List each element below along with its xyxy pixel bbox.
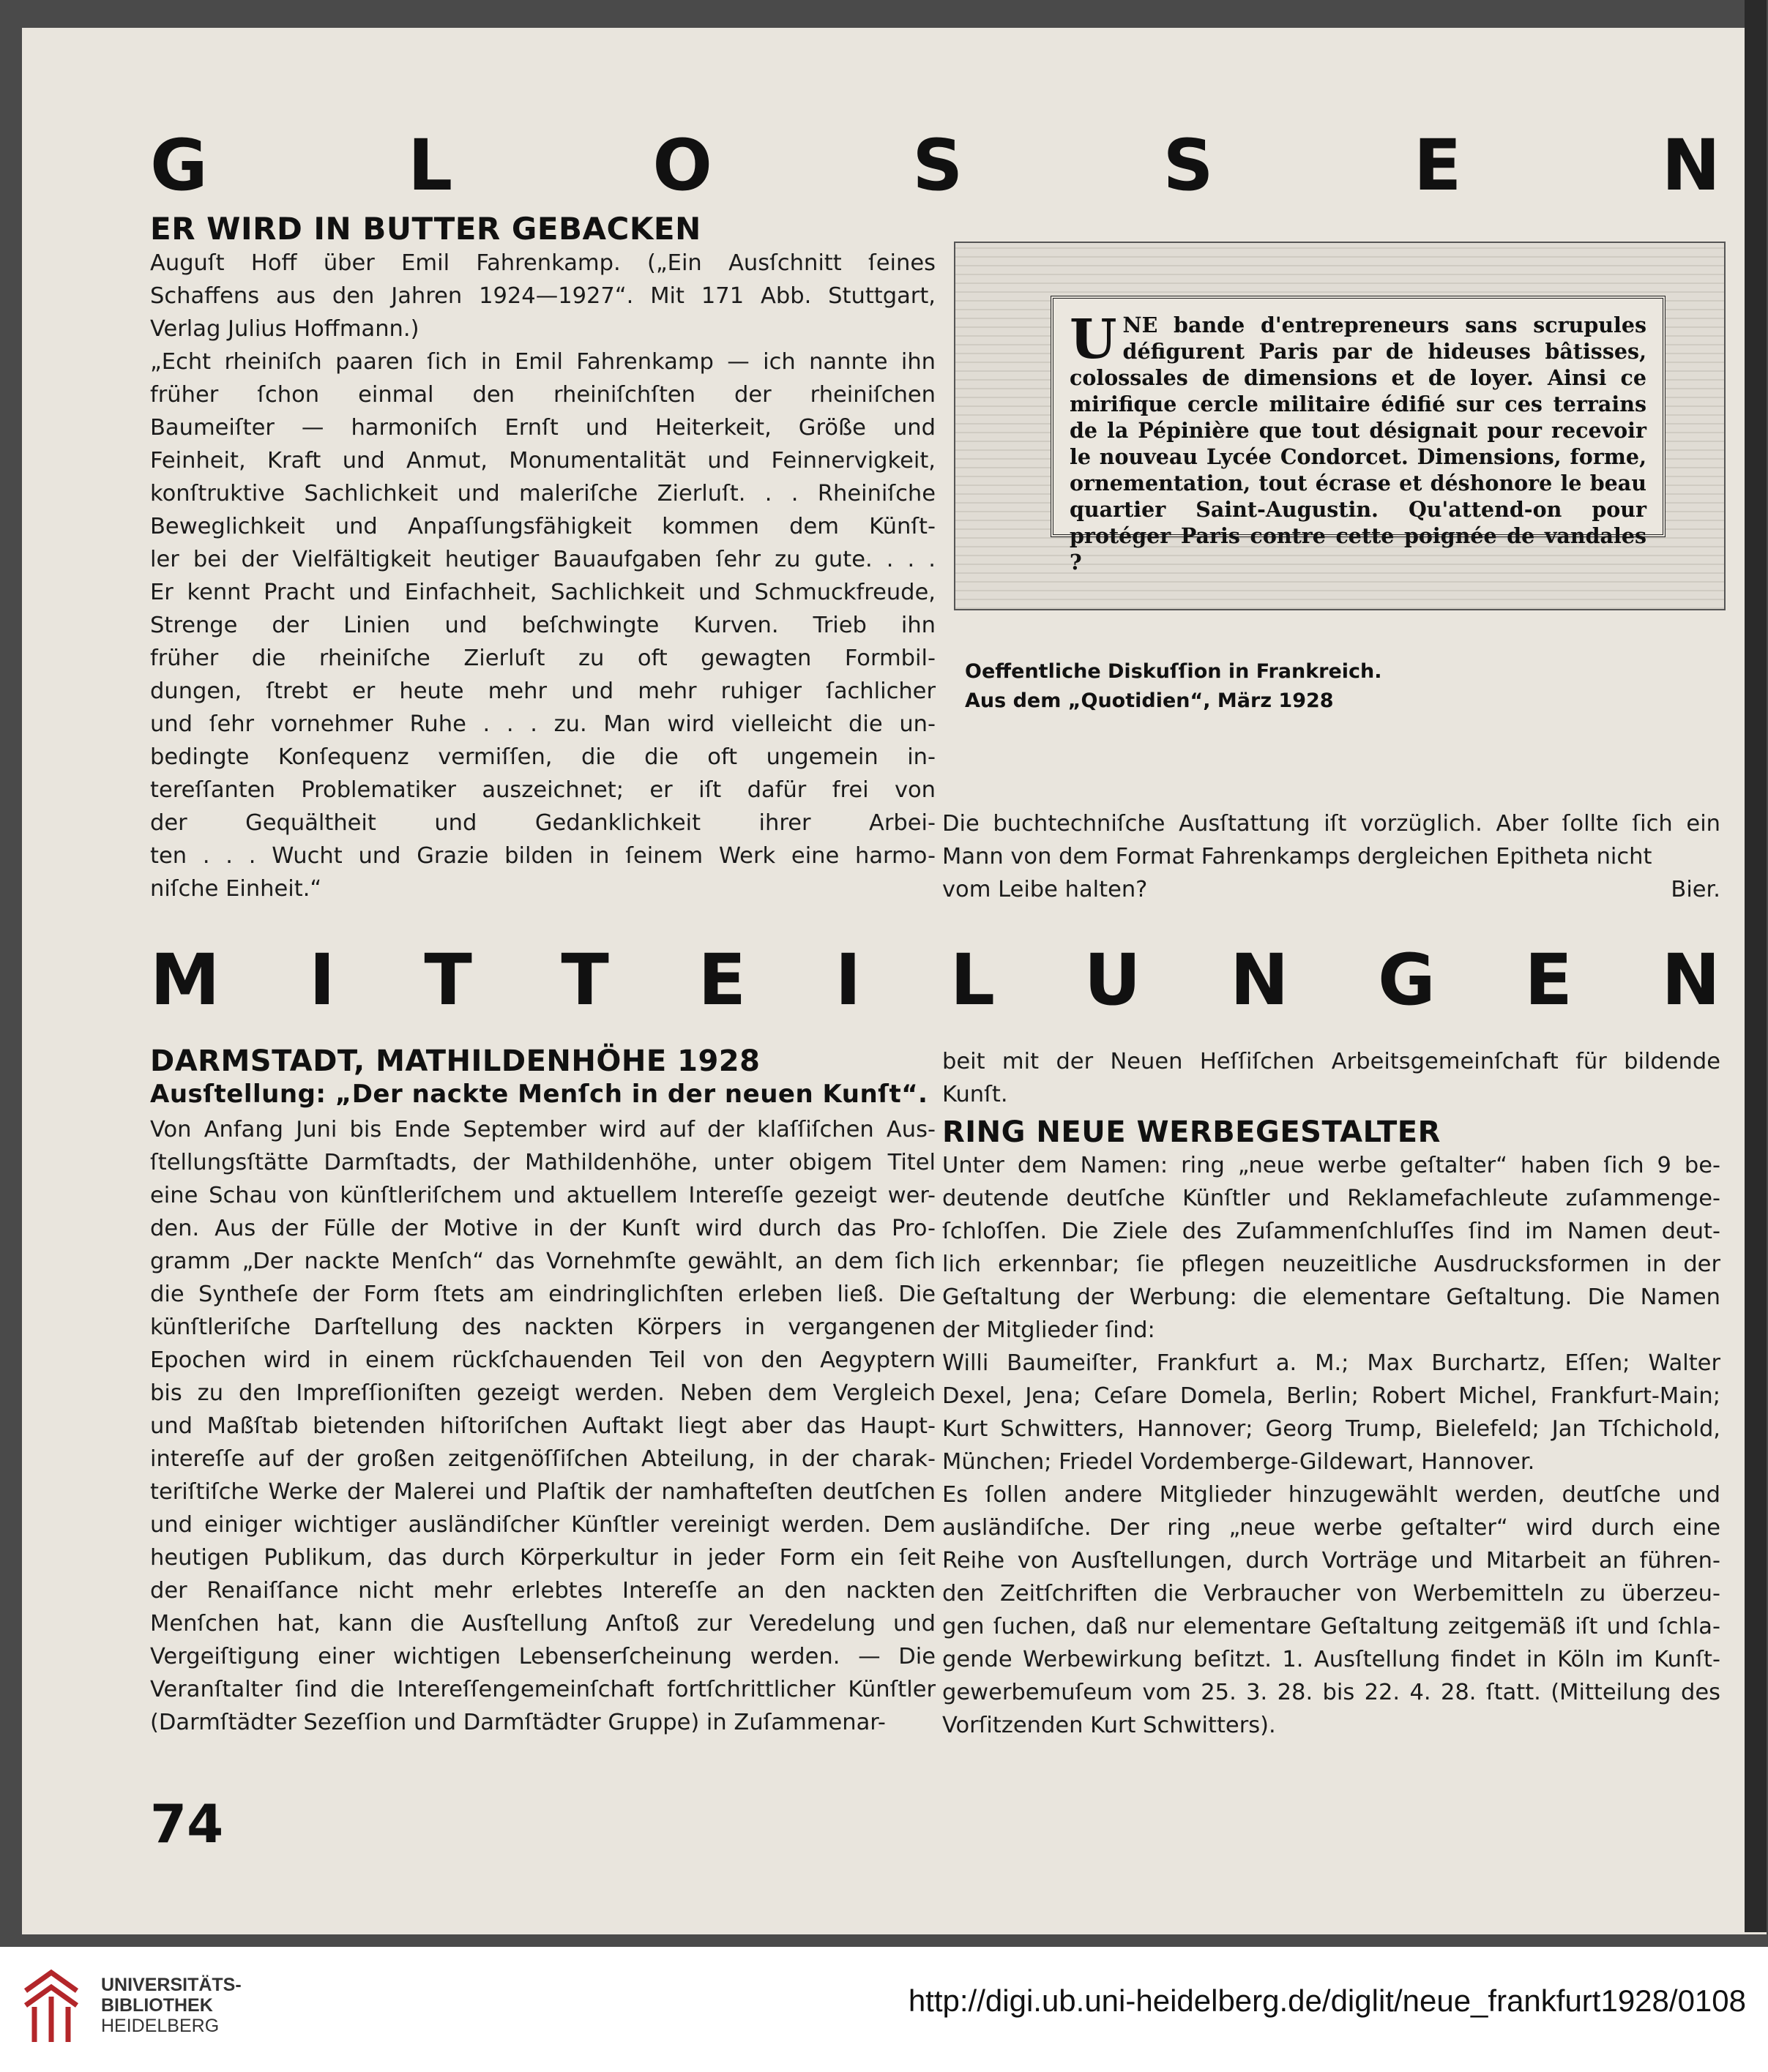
text-line: gewerbemuſeum vom 25. 3. 28. bis 22. 4. 28. ſtatt. (Mitteilung des [942,1680,1720,1705]
text-line: (Darmſtädter Sezeſſion und Darmſtädter Gruppe) in Zuſammenar- [150,1710,886,1735]
text-line: Vorſitzenden Kurt Schwitters). [942,1713,1276,1738]
text-line: Vergeiſtigung einer wichtigen Lebenserſcheinung werden. — Die [150,1644,936,1669]
text-line: und einiger wichtiger ausländiſcher Künſtler vereinigt werden. Dem [150,1512,936,1538]
signature: Bier. [1671,877,1720,902]
heading-letter: U [1083,939,1141,1021]
text-line: teriſtiſche Werke der Malerei und Plaſtik der namhafteſten deutſchen [150,1479,936,1505]
source-url[interactable]: http://digi.ub.uni-heidelberg.de/diglit/neue_frankfurt1928/0108 [908,1983,1746,2018]
text-line: Dexel, Jena; Ceſare Domela, Berlin; Robert Michel, Frankfurt-Main; [942,1383,1720,1409]
text-line: Geſtaltung der Werbung: die elementare Geſtaltung. Die Namen [942,1284,1720,1310]
heading-letter: E [1524,939,1573,1021]
text-line: deutende deutſche Künſtler und Reklamefachleute zuſammenge- [942,1186,1720,1211]
text-line: gende Werbewirkung beſitzt. 1. Ausſtellung findet in Köln im Kunſt- [942,1647,1720,1672]
heading-letter: S [1163,124,1214,206]
heading-letter: N [1661,939,1720,1021]
text-line: Mann von dem Format Fahrenkamps dergleichen Epitheta nicht [942,844,1652,869]
article-right-column [942,1045,1720,1742]
clipping-text: NE bande d'entrepreneurs sans scrupules défigurent Paris par de hideuses bâtisses, colossales de dimensions et de loyer. Ainsi ce mirifique cercle militaire édifié sur ces terrains de la Pépinière que tout désignait pour recevoir le nouveau Lycée Condorcet. Dimensions, forme, ornementation, tout écrase et déshonore le beau quartier Saint-Augustin. Qu'attend-on pour protéger Paris contre cette poignée de vandales ? [1070,313,1646,575]
article-fahrenkamp [150,211,936,905]
text-line: Kurt Schwitters, Hannover; Georg Trump, Bielefeld; Jan Tſchichold, [942,1416,1720,1442]
heading-letter: N [1661,124,1720,206]
heading-letter: I [309,939,335,1021]
text-line: der Renaiſſance nicht mehr erlebtes Intereſſe an den nackten [150,1578,936,1604]
heading-letter: L [950,939,996,1021]
text-line: Veranſtalter ſind die Intereſſengemeinſchaft fortſchrittlicher Künſtler [150,1677,936,1702]
text-line: ler bei der Vielfältigkeit heutiger Bauaufgaben ſehr zu gute. . . . [150,547,936,572]
text-line: Auguſt Hoff über Emil Fahrenkamp. („Ein Ausſchnitt ſeines [150,250,936,276]
text-line: den. Aus der Fülle der Motive in der Kunſt wird durch das Pro- [150,1216,936,1241]
text-line: Kunſt. [942,1082,1008,1107]
article-darmstadt-continued [942,1045,1720,1111]
heading-letter: N [1230,939,1289,1021]
text-line: beit mit der Neuen Heſſiſchen Arbeitsgemeinſchaft für bildende [942,1049,1720,1074]
article-heading: RING NEUE WERBEGESTALTER [942,1115,1441,1149]
page-edge [1745,0,1767,1932]
text-line: konſtruktive Sachlichkeit und maleriſche Zierluſt. . . Rheiniſche [150,481,936,506]
heading-letter: L [408,124,453,206]
heading-letter: S [912,124,963,206]
text-line: gramm „Der nackte Menſch“ das Vornehmſte gewählt, an dem ſich [150,1249,936,1274]
article-darmstadt [150,1044,936,1739]
text-line: niſche Einheit.“ [150,876,322,902]
heading-letter: T [561,939,609,1021]
heading-letter: G [150,124,208,206]
section-heading-glossen [150,124,1720,206]
article-heading: DARMSTADT, MATHILDENHÖHE 1928 [150,1044,761,1078]
text-line: Es ſollen andere Mitglieder hinzugewählt werden, deutſche und [942,1482,1720,1508]
text-line: künſtleriſche Darſtellung des nackten Körpers in vergangenen [150,1314,936,1340]
section-heading-mitteilungen [150,939,1720,1021]
text-line: tereſſanten Problematiker auszeichnet; er iſt dafür frei von [150,777,936,803]
text-line: Unter dem Namen: ring „neue werbe geſtalter“ haben ſich 9 be- [942,1153,1720,1178]
text-line: Verlag Julius Hoffmann.) [150,316,419,342]
article-subheading: Ausſtellung: „Der nackte Menſch in der neuen Kunſt“. [150,1080,928,1109]
article-heading: ER WIRD IN BUTTER GEBACKEN [150,211,701,247]
text-line: gen ſuchen, daß nur elementare Geſtaltung zeitgemäß iſt und ſchla- [942,1614,1720,1639]
text-line: ſchloſſen. Die Ziele des Zuſammenſchluſſes ſind im Namen deut- [942,1219,1720,1244]
text-line: eine Schau von künſtleriſchem und aktuellem Intereſſe gezeigt wer- [150,1183,936,1208]
clipping-quote-box [1051,296,1666,575]
library-logo-icon [18,1961,88,2049]
text-line: ten . . . Wucht und Grazie bilden in ſeinem Werk eine harmo- [150,843,936,869]
heading-letter: E [1413,124,1462,206]
last-line: vom Leibe halten? [942,877,1148,902]
text-line: Beweglichkeit und Anpaſſungsfähigkeit kommen dem Künſt- [150,514,936,539]
article-body [150,247,936,905]
text-line: die Syntheſe der Form ſtets am eindringlichſten erleben ließ. Die [150,1282,936,1307]
heading-letter: O [652,124,712,206]
heading-letter: E [698,939,747,1021]
text-line: intereſſe auf der großen zeitgenöſſiſchen Abteilung, in der charak- [150,1446,936,1472]
text-line: „Echt rheiniſch paaren ſich in Emil Fahrenkamp — ich nannte ihn [150,349,936,375]
heading-letter: T [424,939,472,1021]
text-line: bis zu den Impreſſioniſten gezeigt werden. Neben dem Vergleich [150,1380,936,1406]
text-line: den Zeitſchriften die Verbraucher von Werbemitteln zu überzeu- [942,1581,1720,1607]
text-line: Er kennt Pracht und Einfachheit, Sachlichkeit und Schmuckfreude, [150,580,936,605]
text-line: früher ſchon einmal den rheiniſchſten der rheiniſchen [150,382,936,408]
drop-cap: U [1070,308,1117,371]
caption-line-1: Oeffentliche Diskuſſion in Frankreich. [965,660,1382,683]
text-line: und ſehr vornehmer Ruhe . . . zu. Man wird vielleicht die un- [150,711,936,737]
text-line: Schaffens aus den Jahren 1924—1927“. Mit 171 Abb. Stuttgart, [150,283,936,309]
heading-letter: I [835,939,862,1021]
text-line: Von Anfang Juni bis Ende September wird auf der klaſſiſchen Aus- [150,1117,936,1142]
page-number: 74 [150,1793,224,1855]
article-fahrenkamp-end [942,807,1720,906]
text-line: Strenge der Linien und beſchwingte Kurven. Trieb ihn [150,613,936,638]
text-line: der Mitglieder ſind: [942,1317,1155,1343]
heading-letter: G [1378,939,1436,1021]
text-line: Epochen wird in einem rückſchauenden Teil von den Aegyptern [150,1347,936,1373]
text-line: Reihe von Ausſtellungen, durch Vorträge und Mitarbeit an führen- [942,1548,1720,1574]
text-line: ſtellungsſtätte Darmſtadts, der Mathildenhöhe, unter obigem Titel [150,1150,936,1175]
text-line: Feinheit, Kraft und Anmut, Monumentalität und Feinnervigkeit, [150,448,936,474]
newspaper-clipping [954,242,1726,610]
text-line: ausländiſche. Der ring „neue werbe geſtalter“ wird durch eine [942,1515,1720,1541]
text-line: Willi Baumeiſter, Frankfurt a. M.; Max Burchartz, Eſſen; Walter [942,1350,1720,1376]
text-line: Baumeiſter — harmoniſch Ernſt und Heiterkeit, Größe und [150,415,936,441]
heading-letter: M [150,939,220,1021]
text-line: Die buchtechniſche Ausſtattung iſt vorzüglich. Aber ſollte ſich ein [942,811,1720,837]
article-body [150,1113,936,1739]
text-line: heutigen Publikum, das durch Körperkultur in jeder Form ein ſeit [150,1545,936,1571]
text-line: Menſchen hat, kann die Ausſtellung Anſtoß zur Veredelung und [150,1611,936,1637]
text-line: und Maßſtab bietenden hiſtoriſchen Auftakt liegt aber das Haupt- [150,1413,936,1439]
caption-line-2: Aus dem „Quotidien“, März 1928 [965,689,1334,712]
text-line: lich erkennbar; ſie pflegen neuzeitliche Ausdrucksformen in der [942,1252,1720,1277]
library-logo-text: UNIVERSITÄTS- BIBLIOTHEK HEIDELBERG [101,1975,242,2036]
text-line: früher die rheiniſche Zierluſt zu oft gewagten Formbil- [150,646,936,671]
text-line: dungen, ſtrebt er heute mehr und mehr ruhiger ſachlicher [150,678,936,704]
text-line: bedingte Konſequenz vermiſſen, die die oft ungemein in- [150,744,936,770]
article-ring-body [942,1149,1720,1742]
text-line: der Gequältheit und Gedanklichkeit ihrer Arbei- [150,810,936,836]
text-line: München; Friedel Vordemberge-Gildewart, Hannover. [942,1449,1535,1475]
footer-bar [0,1947,1768,2072]
clipping-caption [965,657,1697,716]
